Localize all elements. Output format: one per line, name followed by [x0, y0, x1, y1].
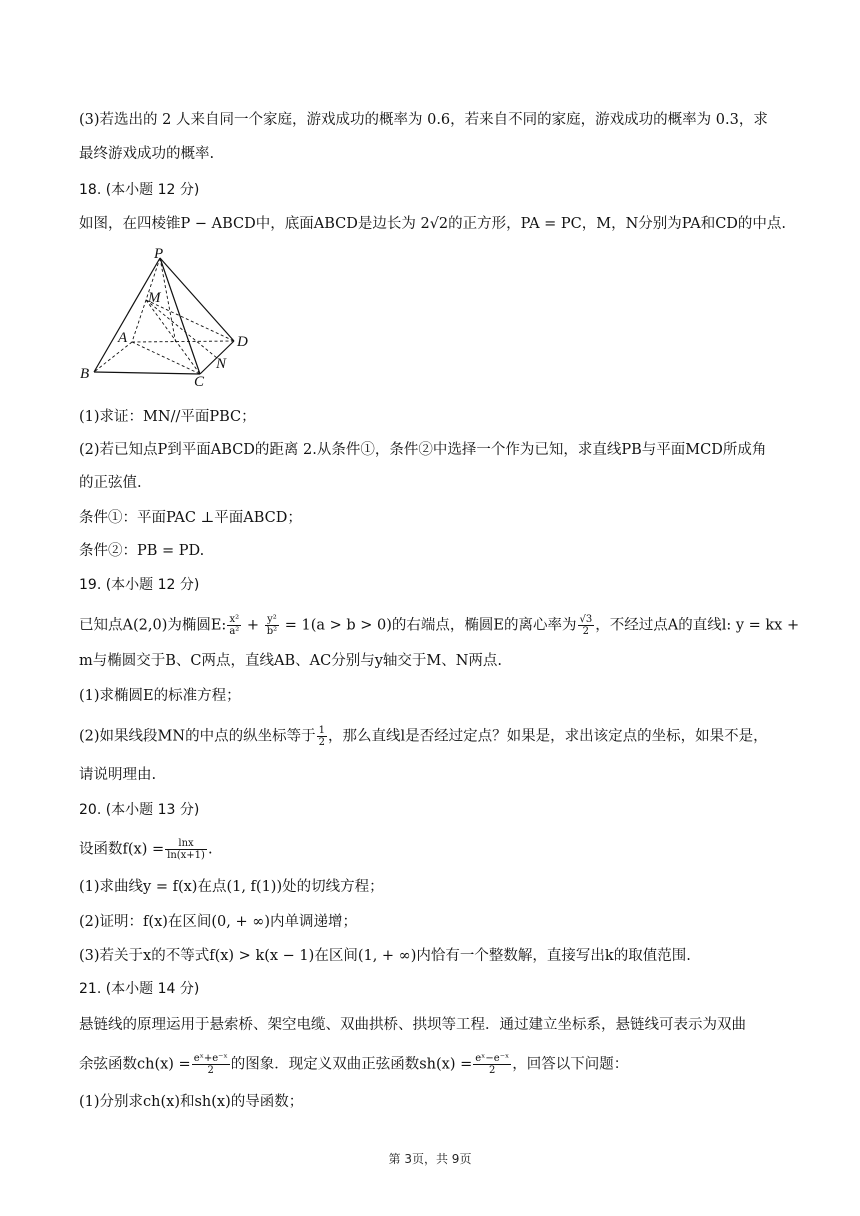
ch-num: eˣ+e⁻ˣ — [193, 1053, 228, 1064]
label-M: M — [148, 290, 161, 306]
q19-part1: (1)求椭圆E的标准方程； — [79, 688, 241, 704]
q20-stem-a: 设函数f(x) = — [79, 841, 165, 858]
label-A: A — [118, 330, 128, 346]
q20-stem — [79, 838, 213, 861]
q21-stem-line2 — [79, 1053, 628, 1076]
q19-stem-a: 已知点A(2,0)为椭圆E: — [79, 617, 227, 634]
label-C: C — [194, 374, 205, 390]
q19-stem-line2: m与椭圆交于B、C两点，直线AB、AC分别与y轴交于M、N两点. — [79, 653, 503, 669]
q20-part1: (1)求曲线y = f(x)在点(1, f(1))处的切线方程； — [79, 879, 384, 895]
q18-part1: (1)求证：MN//平面PBC； — [79, 409, 256, 425]
edge-AB — [94, 342, 132, 372]
f-num: lnx — [165, 838, 207, 850]
ellipse-x-num: x² — [227, 614, 241, 626]
q19-stem-c: ，不经过点A的直线l: y = kx + — [595, 617, 800, 634]
f-fraction — [165, 838, 207, 861]
ellipse-x-term — [227, 614, 241, 637]
segment-MD — [146, 300, 234, 341]
q20-header: 20. (本小题 13 分) — [79, 802, 200, 818]
edge-PB — [94, 258, 160, 372]
q21-stem-a: 余弦函数ch(x) = — [79, 1056, 191, 1073]
q21-stem-line1: 悬链线的原理运用于悬索桥、架空电缆、双曲拱桥、拱坝等工程．通过建立坐标系，悬链线可表示为双曲 — [79, 1017, 746, 1033]
q21-stem-c: ，回答以下问题： — [512, 1056, 629, 1073]
q19-stem-b: = 1(a > b > 0)的右端点，椭圆E的离心率为 — [280, 617, 577, 634]
segment-MC — [146, 300, 200, 374]
edge-BC — [94, 372, 200, 374]
q18-condition2: 条件②：PB = PD. — [79, 543, 205, 559]
q20-part2: (2)证明：f(x)在区间(0, + ∞)内单调递增； — [79, 914, 357, 930]
q19-part2-line2: 请说明理由. — [79, 767, 157, 783]
ellipse-y-den: b² — [266, 626, 278, 637]
edge-AD — [132, 341, 234, 342]
q21-part1: (1)分别求ch(x)和sh(x)的导函数； — [79, 1094, 304, 1110]
ellipse-y-num: y² — [265, 614, 279, 626]
edge-AC — [132, 342, 200, 374]
q18-part2-line2: 的正弦值. — [79, 475, 142, 491]
ellipse-x-den: a² — [229, 626, 240, 637]
q21-stem-b: 的图象．现定义双曲正弦函数sh(x) = — [230, 1056, 473, 1073]
ecc-den: 2 — [582, 626, 590, 637]
half-num: 1 — [318, 725, 325, 736]
half-den: 2 — [318, 737, 325, 748]
label-P: P — [154, 246, 164, 262]
q19-header: 19. (本小题 12 分) — [79, 577, 200, 593]
edge-PD — [160, 258, 234, 341]
q20-stem-b: . — [207, 841, 213, 858]
q19-part2-a: (2)如果线段MN的中点的纵坐标等于 — [79, 728, 316, 745]
ch-den: 2 — [207, 1065, 214, 1076]
q19-part2-b: ，那么直线l是否经过定点？如果是，求出该定点的坐标，如果不是， — [327, 728, 768, 745]
ecc-num: √3 — [579, 614, 593, 625]
eccentricity — [578, 614, 595, 637]
edge-PC — [160, 258, 200, 374]
sh-num: eˣ−e⁻ˣ — [475, 1053, 510, 1064]
label-B: B — [80, 366, 90, 382]
page-footer: 第 3页，共 9页 — [388, 1152, 472, 1166]
ellipse-y-term — [265, 614, 279, 637]
f-den: ln(x+1) — [167, 850, 205, 861]
q21-header: 21. (本小题 14 分) — [79, 981, 200, 997]
q18-condition1: 条件①：平面PAC ⊥平面ABCD； — [79, 510, 302, 526]
q18-part2-line1: (2)若已知点P到平面ABCD的距离 2.从条件①，条件②中选择一个作为已知，求直线PB与平面MCD所成角 — [79, 442, 767, 458]
q18-stem: 如图，在四棱锥P − ABCD中，底面ABCD是边长为 2√2的正方形，PA = PC，M，N分别为PA和CD的中点. — [79, 216, 787, 232]
q20-part3: (3)若关于x的不等式f(x) > k(x − 1)在区间(1, + ∞)内恰有一个整数解，直接写出k的取值范围. — [79, 948, 691, 964]
ch-fraction — [192, 1053, 230, 1076]
q18-header: 18. (本小题 12 分) — [79, 182, 200, 198]
sh-fraction — [473, 1053, 511, 1076]
q17-part3-line2: 最终游戏成功的概率. — [79, 146, 215, 162]
segment-P-center — [160, 258, 176, 344]
label-D: D — [237, 334, 248, 350]
ellipse-plus: + — [242, 617, 264, 634]
label-N: N — [216, 356, 227, 372]
half-fraction — [317, 725, 327, 748]
pyramid-figure — [76, 246, 256, 392]
q19-stem-line1 — [79, 614, 799, 637]
sh-den: 2 — [489, 1065, 496, 1076]
q19-part2-line1 — [79, 725, 768, 748]
q17-part3-line1: (3)若选出的 2 人来自同一个家庭，游戏成功的概率为 0.6，若来自不同的家庭，游戏成功的概率为 0.3，求 — [79, 112, 768, 128]
